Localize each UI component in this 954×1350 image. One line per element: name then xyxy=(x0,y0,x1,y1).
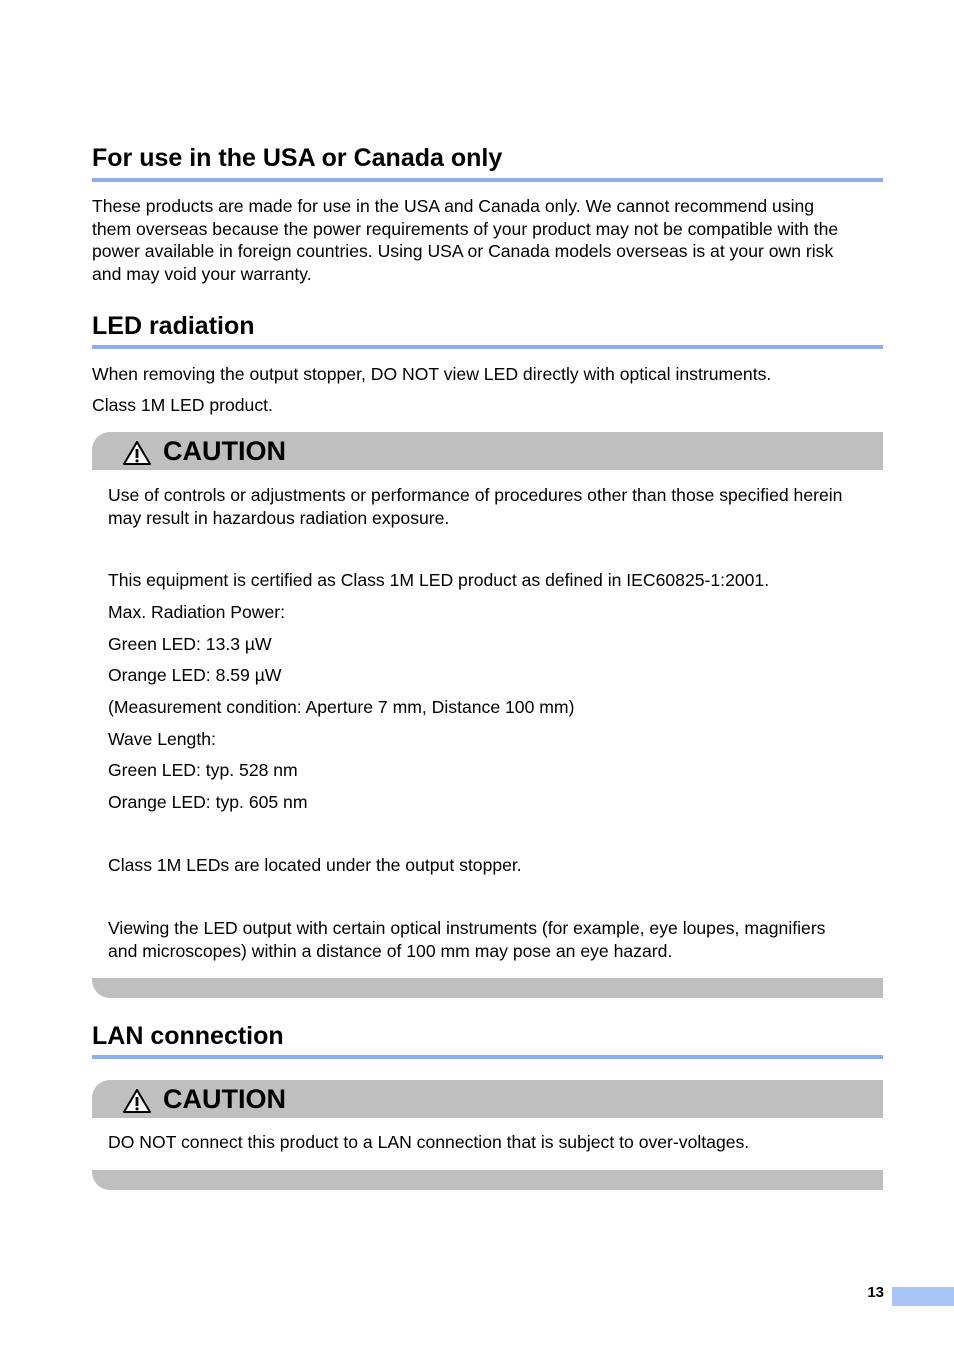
usa-line: power available in foreign countries. Using USA or Canada models overseas is at your own risk xyxy=(92,241,834,261)
caution-line: Use of controls or adjustments or performance of procedures other than those specified herein xyxy=(108,485,843,505)
wave-length-label: Wave Length: xyxy=(108,729,216,749)
caution-header xyxy=(92,1080,883,1118)
orange-wave: Orange LED: typ. 605 nm xyxy=(108,792,308,812)
section-heading-led: LED radiation xyxy=(92,312,255,340)
caution-header xyxy=(92,432,883,470)
lan-caution-text: DO NOT connect this product to a LAN connection that is subject to over-voltages. xyxy=(108,1132,750,1152)
warning-triangle-icon xyxy=(123,441,151,465)
green-power: Green LED: 13.3 µW xyxy=(108,634,272,654)
heading-rule xyxy=(92,178,883,182)
usa-line: These products are made for use in the USA and Canada only. We cannot recommend using xyxy=(92,196,815,216)
viewing-warning xyxy=(108,917,888,962)
heading-rule xyxy=(92,345,883,349)
page-tab xyxy=(892,1287,954,1306)
certified-text: This equipment is certified as Class 1M LED product as defined in IEC60825-1:2001. xyxy=(108,570,770,590)
caution-paragraph xyxy=(108,484,888,529)
measurement-condition: (Measurement condition: Aperture 7 mm, Distance 100 mm) xyxy=(108,697,575,717)
heading-rule xyxy=(92,1055,883,1059)
led-location: Class 1M LEDs are located under the output stopper. xyxy=(108,855,522,875)
page-number: 13 xyxy=(867,1284,884,1301)
orange-power: Orange LED: 8.59 µW xyxy=(108,665,282,685)
caution-footer-bar xyxy=(92,1170,883,1190)
caution-title: CAUTION xyxy=(163,1084,286,1114)
viewing-line: Viewing the LED output with certain optical instruments (for example, eye loupes, magnifiers xyxy=(108,918,826,938)
usa-paragraph xyxy=(92,195,892,285)
led-class-text: Class 1M LED product. xyxy=(92,395,273,415)
viewing-line: and microscopes) within a distance of 100 mm may pose an eye hazard. xyxy=(108,940,673,961)
led-intro: When removing the output stopper, DO NOT view LED directly with optical instruments. xyxy=(92,364,772,384)
section-heading-usa: For use in the USA or Canada only xyxy=(92,144,503,172)
section-heading-lan: LAN connection xyxy=(92,1022,284,1050)
usa-line: and may void your warranty. xyxy=(92,263,312,284)
caution-footer-bar xyxy=(92,978,883,998)
usa-line: them overseas because the power requirements of your product may not be compatible with the xyxy=(92,218,839,239)
warning-triangle-icon xyxy=(123,1089,151,1113)
green-wave: Green LED: typ. 528 nm xyxy=(108,760,298,780)
caution-line: may result in hazardous radiation exposure. xyxy=(108,507,450,528)
max-power-label: Max. Radiation Power: xyxy=(108,602,285,622)
caution-title: CAUTION xyxy=(163,436,286,466)
